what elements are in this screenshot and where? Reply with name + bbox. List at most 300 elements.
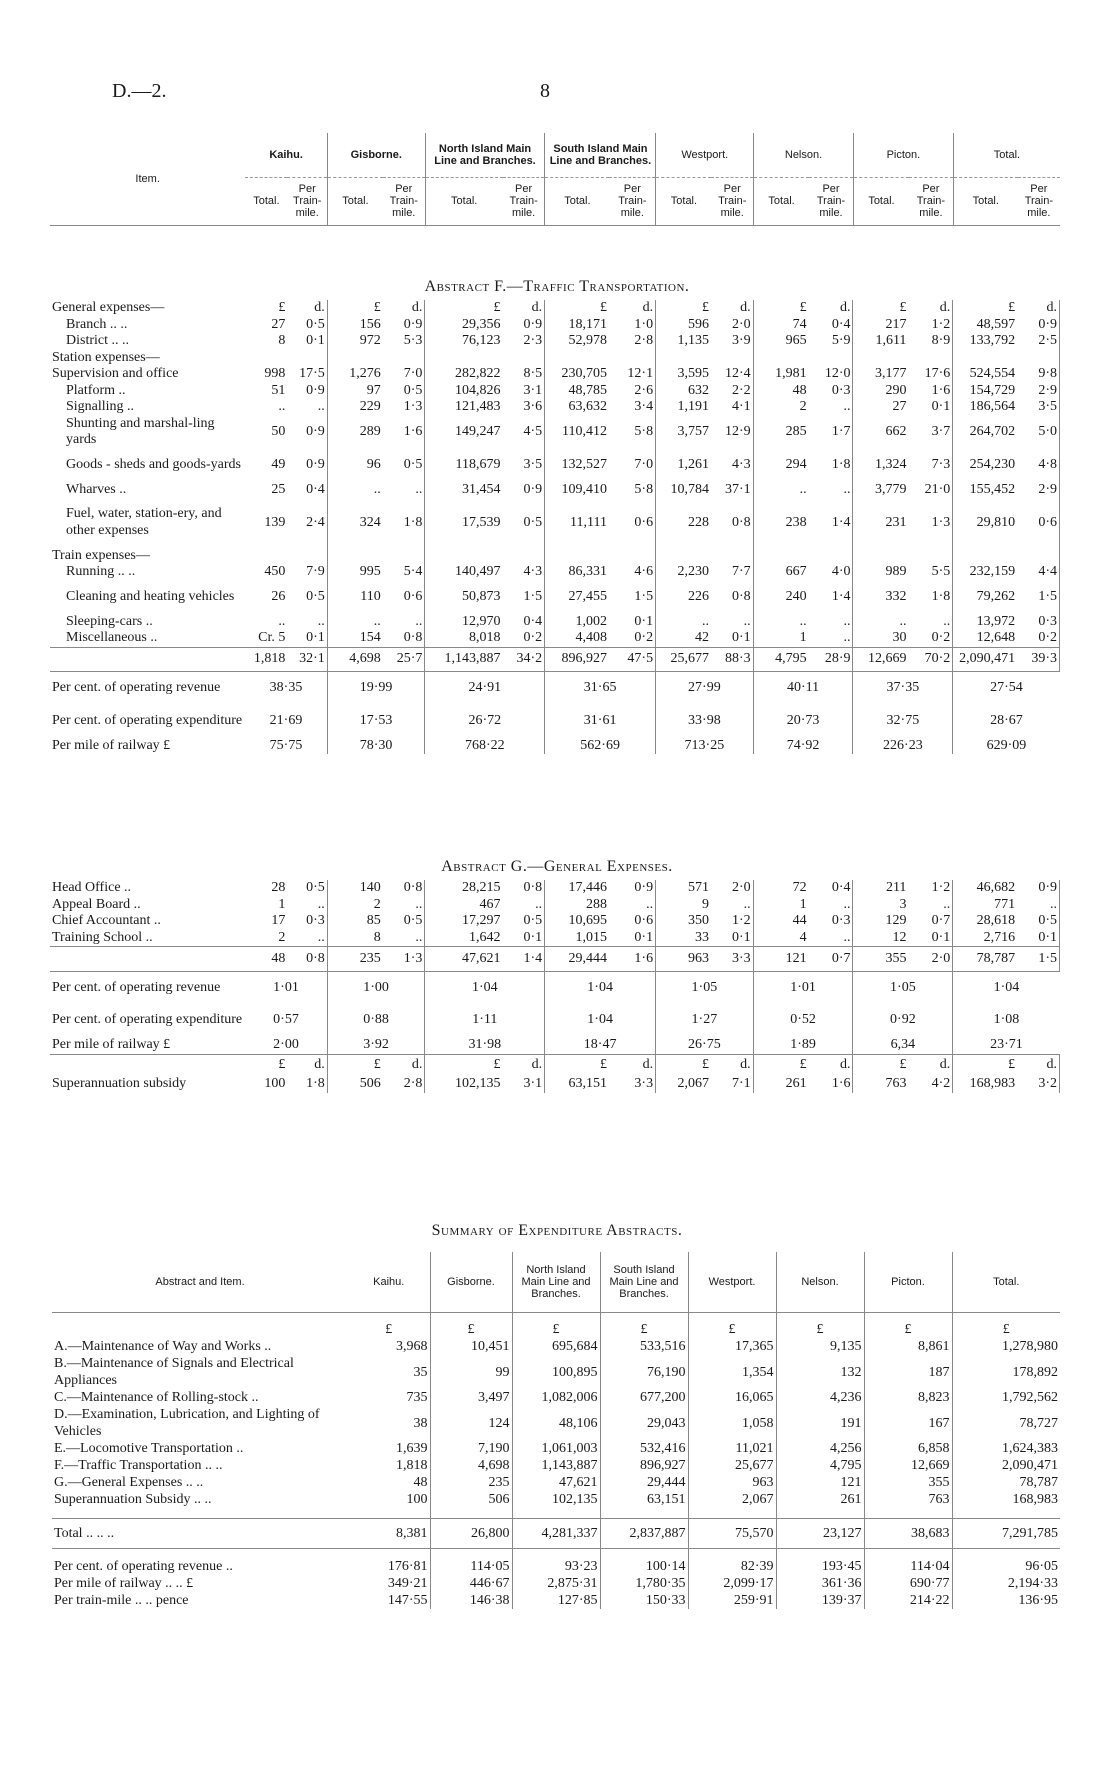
row-cell: 217	[885, 316, 907, 332]
row-cell: 1·01	[245, 971, 327, 1004]
row-cell: 0·4	[287, 482, 327, 499]
row-cell: 18,171	[568, 316, 607, 332]
row-cell	[711, 548, 753, 565]
row-label	[52, 1312, 348, 1338]
subheader-total: Total.	[754, 177, 809, 225]
abstract-row	[50, 880, 1060, 897]
subheader-total: Total.	[953, 177, 1017, 225]
row-cell	[287, 548, 327, 565]
row-cell: 3·1	[503, 1076, 545, 1093]
row-cell	[503, 350, 545, 367]
spacer-cell	[430, 1548, 512, 1558]
col-group-kaihu: Kaihu.	[245, 133, 327, 177]
subheader-per-train-mile: Per Train-mile.	[609, 177, 656, 225]
row-cell: 3,497	[430, 1389, 512, 1406]
row-cell: 42	[695, 630, 710, 645]
unit-cell: £	[348, 1312, 430, 1338]
row-cell: 6,858	[864, 1440, 952, 1457]
summary-header-row	[52, 1252, 1060, 1312]
row-cell: 294	[785, 456, 807, 472]
row-cell: 533,516	[600, 1338, 688, 1355]
summary-row	[52, 1491, 1060, 1508]
row-cell: 88·3	[711, 647, 753, 672]
row-cell	[383, 548, 425, 565]
abstract-row	[50, 498, 1060, 548]
row-cell: 7·0	[383, 366, 425, 383]
spacer-cell	[688, 1548, 776, 1558]
row-cell: ..	[809, 482, 853, 499]
row-label: C.—Maintenance of Rolling-stock ..	[54, 1390, 259, 1405]
row-cell	[327, 548, 382, 565]
row-cell: 1·0	[609, 317, 656, 334]
row-cell: 1·4	[809, 498, 853, 548]
row-cell: 26,800	[430, 1518, 512, 1548]
row-cell: 2·4	[287, 498, 327, 548]
row-cell: 28,215	[462, 880, 501, 895]
row-cell: 27	[271, 316, 286, 332]
row-cell	[656, 350, 711, 367]
row-cell: 0·5	[287, 317, 327, 334]
row-cell: 282,822	[455, 366, 501, 381]
row-cell: 0·5	[383, 449, 425, 482]
abstract-row	[50, 300, 1060, 317]
row-cell: 2·0	[908, 947, 952, 972]
row-cell: 16,065	[688, 1389, 776, 1406]
row-cell: 82·39	[688, 1558, 776, 1575]
row-cell: 264,702	[969, 423, 1016, 439]
row-cell: 140,497	[455, 564, 501, 579]
row-cell: 0·2	[503, 630, 545, 647]
row-label: Head Office ..	[52, 880, 132, 895]
row-cell: 25	[271, 481, 286, 497]
row-label: Train expenses—	[52, 547, 150, 563]
summary-tail-row	[52, 1558, 1060, 1575]
row-cell: 70·2	[908, 647, 952, 672]
summary-row	[52, 1355, 1060, 1389]
row-cell: 763	[864, 1491, 952, 1508]
row-cell: 25,677	[656, 647, 711, 672]
row-cell: 24·91	[425, 672, 545, 705]
row-cell: 100·14	[600, 1558, 688, 1575]
row-cell: 51	[271, 382, 286, 398]
row-cell: 48,597	[976, 316, 1016, 332]
row-label: F.—Traffic Transportation .. ..	[54, 1458, 223, 1473]
row-label: Sleeping-cars ..	[66, 613, 153, 629]
row-cell: 12,669	[853, 647, 908, 672]
subheader-per-train-mile: Per Train-mile.	[1018, 177, 1060, 225]
row-label: Chief Accountant ..	[52, 913, 161, 928]
row-cell: 1·3	[383, 947, 425, 972]
row-cell: 3·92	[327, 1037, 425, 1054]
row-cell: 0·9	[503, 482, 545, 499]
row-cell: 1·27	[656, 1004, 754, 1037]
spacer-cell	[52, 1508, 348, 1518]
row-cell: 4,698	[327, 647, 382, 672]
superannuation-row	[50, 1076, 1060, 1093]
row-cell: 446·67	[430, 1575, 512, 1592]
row-cell: 27·54	[990, 680, 1023, 695]
row-cell: 0·5	[383, 913, 425, 930]
row-cell: 0·1	[1017, 930, 1059, 947]
row-label: Per cent. of operating revenue	[52, 979, 221, 995]
row-cell: 1·8	[809, 449, 853, 482]
row-cell: 896,927	[545, 647, 609, 672]
row-label: E.—Locomotive Transportation ..	[54, 1441, 244, 1456]
row-cell: 48	[792, 382, 807, 398]
spacer-cell	[688, 1508, 776, 1518]
row-cell: 104,826	[455, 382, 501, 398]
row-cell: 1,818	[245, 647, 287, 672]
row-cell: 1,642	[469, 929, 501, 945]
row-cell: 97	[366, 382, 381, 398]
subheader-total: Total.	[545, 177, 609, 225]
row-cell: 4·3	[503, 564, 545, 581]
summary-row	[52, 1440, 1060, 1457]
row-cell	[383, 350, 425, 367]
summary-column-header: Total.	[952, 1252, 1060, 1312]
row-cell: 78,787	[953, 947, 1017, 972]
row-cell: 20·73	[753, 705, 853, 738]
row-cell: 31·65	[545, 672, 656, 705]
row-cell: 0·7	[908, 913, 952, 930]
unit-cell: £	[425, 1054, 503, 1076]
row-cell: 75,570	[688, 1518, 776, 1548]
row-label: Goods - sheds and goods-yards	[66, 456, 241, 472]
unit-cell: d.	[609, 1054, 656, 1076]
row-cell: 0·9	[383, 317, 425, 334]
summary-column-header: Kaihu.	[348, 1252, 430, 1312]
subheader-total: Total.	[245, 177, 287, 225]
row-cell	[609, 350, 656, 367]
row-cell: 5·5	[908, 564, 952, 581]
column-header-table	[50, 133, 1060, 226]
row-cell: 121	[776, 1474, 864, 1491]
abstract-row	[50, 366, 1060, 383]
summary-row	[50, 738, 1060, 755]
row-label: D.—Examination, Lubrication, and Lighting of Vehicles	[54, 1407, 320, 1439]
row-label: Training School ..	[52, 929, 153, 945]
row-cell: 3·6	[503, 399, 545, 416]
row-cell: 4,408	[575, 630, 607, 645]
row-cell: 96·05	[1025, 1559, 1058, 1574]
row-cell: 75·75	[245, 738, 327, 755]
row-cell: ..	[799, 481, 807, 497]
row-cell	[425, 548, 503, 565]
document-code: D.—2.	[112, 80, 167, 102]
row-cell	[953, 548, 1017, 565]
spacer-cell	[864, 1548, 952, 1558]
row-cell: 17,297	[462, 913, 501, 928]
abstract-row	[50, 317, 1060, 334]
abstract-g-table	[50, 880, 1060, 1093]
row-cell: 8·5	[503, 366, 545, 383]
row-cell: ..	[287, 930, 327, 947]
row-cell: 193·45	[776, 1558, 864, 1575]
row-cell: 3,177	[874, 366, 907, 381]
row-cell: 1·3	[383, 399, 425, 416]
row-cell: ..	[609, 897, 656, 914]
row-cell: 25,677	[688, 1457, 776, 1474]
row-cell	[245, 548, 287, 565]
row-cell: 139	[264, 514, 286, 530]
row-cell: 7·7	[711, 564, 753, 581]
unit-cell: d.	[908, 1054, 952, 1076]
subheader-total: Total.	[853, 177, 908, 225]
row-cell: 118,679	[455, 456, 501, 472]
row-cell: 40·11	[753, 672, 853, 705]
row-cell: 168,983	[1012, 1492, 1058, 1507]
row-cell: 4·0	[809, 564, 853, 581]
row-cell: 12·0	[809, 366, 853, 383]
row-label: Cleaning and heating vehicles	[66, 588, 235, 604]
row-cell: 38	[348, 1406, 430, 1440]
row-cell: 13,972	[976, 613, 1016, 629]
row-cell: 532,416	[600, 1440, 688, 1457]
row-cell: 78,727	[1019, 1415, 1058, 1431]
row-cell: 232,159	[969, 564, 1016, 579]
spacer-cell	[776, 1508, 864, 1518]
row-cell: 4,281,337	[512, 1518, 600, 1548]
row-cell: 1·7	[809, 416, 853, 449]
row-cell: 0·5	[287, 581, 327, 614]
row-cell: 1·8	[287, 1076, 327, 1093]
row-cell: 4·6	[609, 564, 656, 581]
row-cell: 8,018	[469, 630, 501, 645]
row-cell: 1·5	[609, 581, 656, 614]
row-cell: 102,135	[455, 1076, 501, 1091]
row-cell: 7,291,785	[952, 1518, 1060, 1548]
row-cell: 28,618	[976, 913, 1016, 928]
row-cell: 33	[695, 929, 710, 945]
row-cell: 1·89	[753, 1037, 853, 1054]
spacer-cell	[512, 1508, 600, 1518]
row-cell: 30	[892, 630, 907, 645]
row-cell	[853, 350, 908, 367]
row-cell: 17,539	[462, 514, 501, 530]
row-cell: 230,705	[561, 366, 607, 381]
row-label: Appeal Board ..	[52, 896, 141, 912]
row-cell: 39·3	[1017, 647, 1059, 672]
row-cell: ..	[383, 897, 425, 914]
row-cell: 3,595	[677, 366, 710, 381]
row-cell: 47,621	[425, 947, 503, 972]
row-cell: 1,981	[775, 366, 807, 381]
unit-cell: d.	[287, 1054, 327, 1076]
summary-table	[52, 1252, 1060, 1609]
row-cell: d.	[503, 300, 545, 317]
row-cell: 32·75	[853, 705, 953, 738]
row-cell: 350	[688, 913, 710, 928]
row-cell: 129	[885, 913, 907, 928]
col-group-north-island: North Island Main Line and Branches.	[425, 133, 545, 177]
row-cell: 211	[885, 880, 907, 895]
row-cell: 963	[688, 1474, 776, 1491]
row-label: Per mile of railway £	[52, 737, 171, 753]
row-cell: 10,451	[430, 1338, 512, 1355]
row-label: Fuel, water, station-ery, and other expenses	[66, 506, 222, 538]
row-cell: 1,261	[677, 456, 710, 472]
total-row	[50, 647, 1060, 672]
row-cell: 1·4	[809, 581, 853, 614]
col-group-picton: Picton.	[853, 133, 953, 177]
row-label: Per cent. of operating expenditure	[52, 712, 243, 728]
row-cell: 155,452	[969, 481, 1016, 497]
row-cell: 1·05	[853, 971, 953, 1004]
row-label: Supervision and office	[52, 366, 179, 381]
abstract-row	[50, 630, 1060, 647]
summary-row	[50, 672, 1060, 705]
row-cell: 4·1	[711, 399, 753, 416]
row-cell: 29,043	[600, 1406, 688, 1440]
row-cell: 17,446	[568, 880, 607, 895]
row-cell: 74	[792, 316, 807, 332]
row-cell: 3	[899, 896, 907, 912]
row-cell: 29,444	[545, 947, 609, 972]
row-cell: 2·0	[711, 880, 753, 897]
row-cell: 0·5	[287, 880, 327, 897]
row-cell: £	[493, 300, 501, 315]
row-cell: 29,356	[462, 316, 501, 332]
row-cell: 133,792	[969, 333, 1016, 348]
summary-row	[50, 705, 1060, 738]
row-cell: 261	[785, 1076, 807, 1091]
row-cell: 450	[264, 564, 286, 579]
row-cell: 0·2	[609, 630, 656, 647]
row-cell: 226	[688, 588, 710, 604]
row-cell: 3·4	[609, 399, 656, 416]
row-cell: 37·1	[711, 482, 753, 499]
row-cell: 3·5	[503, 449, 545, 482]
row-cell: 19·99	[327, 672, 425, 705]
row-cell: 3·3	[711, 947, 753, 972]
row-cell: 167	[864, 1406, 952, 1440]
row-cell: £	[1008, 300, 1016, 315]
spacer-cell	[952, 1508, 1060, 1518]
row-cell: 86,331	[568, 564, 607, 579]
row-label: Per mile of railway .. .. £	[54, 1576, 194, 1591]
row-cell: 4·5	[503, 416, 545, 449]
row-cell: 3·2	[1017, 1076, 1059, 1093]
row-cell: 235	[430, 1474, 512, 1491]
row-cell: 254,230	[969, 456, 1016, 472]
row-cell: 1·8	[383, 498, 425, 548]
abstract-f-table	[50, 300, 1060, 754]
row-cell: £	[373, 300, 381, 315]
row-cell: 0·9	[1017, 317, 1059, 334]
row-cell	[245, 350, 287, 367]
row-cell: 0·9	[609, 880, 656, 897]
row-cell: 100	[264, 1076, 286, 1091]
row-cell: ..	[908, 897, 952, 914]
row-cell: 27,455	[568, 588, 607, 604]
row-cell: 1,276	[349, 366, 381, 381]
row-cell: 3,779	[874, 481, 907, 497]
row-cell	[908, 548, 952, 565]
row-cell: 29,444	[600, 1474, 688, 1491]
row-cell: 5·0	[1017, 416, 1059, 449]
row-cell: ..	[809, 897, 853, 914]
row-cell: ..	[278, 399, 286, 414]
col-group-south-island: South Island Main Line and Branches.	[545, 133, 656, 177]
row-cell: 0·1	[287, 630, 327, 647]
row-cell: 9,135	[776, 1338, 864, 1355]
col-group-nelson: Nelson.	[754, 133, 854, 177]
row-cell: 259·91	[688, 1592, 776, 1609]
abstract-row	[50, 930, 1060, 947]
row-cell: 149,247	[455, 423, 501, 439]
row-cell: 1,058	[688, 1406, 776, 1440]
summary-column-header: South Island Main Line and Branches.	[600, 1252, 688, 1312]
row-cell: 186,564	[969, 399, 1016, 414]
row-cell: 50	[271, 423, 286, 439]
row-cell: 290	[885, 382, 907, 398]
unit-cell: £	[953, 1054, 1017, 1076]
row-cell: 0·52	[753, 1004, 853, 1037]
row-cell: ..	[809, 930, 853, 947]
row-cell: 8·9	[908, 333, 952, 350]
row-cell: 27	[892, 399, 907, 414]
row-cell: 0·1	[711, 930, 753, 947]
row-cell: 44	[792, 913, 807, 928]
subheader-per-train-mile: Per Train-mile.	[711, 177, 753, 225]
summary-row	[50, 1037, 1060, 1054]
row-cell: 37·35	[853, 672, 953, 705]
row-cell: 121	[753, 947, 808, 972]
row-cell: 1,135	[677, 333, 710, 348]
row-cell: 8	[278, 333, 286, 348]
row-cell: ..	[287, 614, 327, 631]
row-cell: 2·2	[711, 383, 753, 400]
summary-item-header: Abstract and Item.	[52, 1252, 348, 1312]
row-label	[50, 1054, 245, 1076]
row-cell: 28·9	[809, 647, 853, 672]
unit-cell: £	[512, 1312, 600, 1338]
row-cell: 1·4	[503, 947, 545, 972]
subheader-per-train-mile: Per Train-mile.	[909, 177, 953, 225]
row-cell: 0·1	[908, 399, 952, 416]
row-cell: 2,090,471	[1002, 1458, 1058, 1473]
row-cell: 1·5	[1017, 581, 1059, 614]
row-label: Per train-mile .. .. pence	[54, 1593, 189, 1608]
row-cell: 17,365	[688, 1338, 776, 1355]
item-header: Item.	[50, 133, 245, 225]
row-cell: 2,716	[983, 929, 1016, 945]
row-cell: 147·55	[348, 1592, 430, 1609]
row-cell: 2·3	[503, 333, 545, 350]
row-cell	[853, 548, 908, 565]
summary-column-header: Westport.	[688, 1252, 776, 1312]
row-cell: 4,698	[430, 1457, 512, 1474]
row-cell: 140	[359, 880, 381, 895]
row-label: Wharves ..	[66, 481, 127, 497]
row-cell: 235	[327, 947, 382, 972]
row-cell: 0·3	[809, 913, 853, 930]
row-cell: 72	[792, 880, 807, 895]
row-cell: 1·8	[908, 581, 952, 614]
spacer-cell	[512, 1548, 600, 1558]
row-cell: 355	[864, 1474, 952, 1491]
row-label: A.—Maintenance of Way and Works ..	[54, 1339, 272, 1354]
row-cell: 1·04	[425, 971, 545, 1004]
summary-units-row	[52, 1312, 1060, 1338]
row-cell: 2·5	[1017, 333, 1059, 350]
row-cell: 63,632	[568, 399, 607, 414]
row-cell: 771	[994, 896, 1016, 912]
summary-column-header: Gisborne.	[430, 1252, 512, 1312]
abstract-row	[50, 913, 1060, 930]
row-cell: 562·69	[545, 738, 656, 755]
spacer-cell	[52, 1548, 348, 1558]
